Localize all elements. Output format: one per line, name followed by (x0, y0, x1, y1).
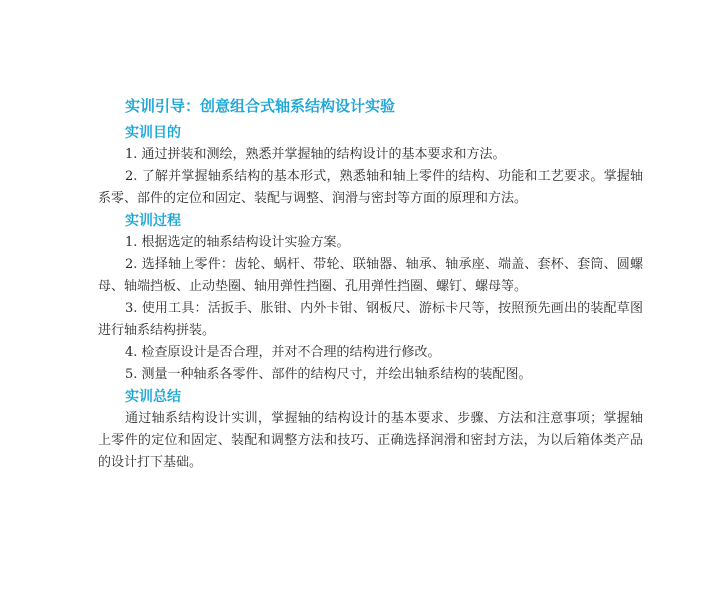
document-page (98, 96, 643, 474)
paragraph: 1. 通过拼装和测绘，熟悉并掌握轴的结构设计的基本要求和方法。 (125, 147, 506, 162)
document-title: 实训引导：创意组合式轴系结构设计实验 (125, 97, 396, 115)
paragraph: 4. 检查原设计是否合理，并对不合理的结构进行修改。 (125, 345, 441, 360)
paragraph: 5. 测量一种轴系各零件、部件的结构尺寸，并绘出轴系结构的装配图。 (125, 367, 532, 382)
paragraph: 2. 选择轴上零件：齿轮、蜗杆、带轮、联轴器、轴承、轴承座、端盖、套杯、套筒、圆螺母、轴端挡板、止动垫圈、轴用弹性挡圈、孔用弹性挡圈、螺钉、螺母等。 (98, 257, 643, 294)
section-summary (98, 386, 643, 474)
section-heading-summary: 实训总结 (125, 389, 181, 405)
paragraph: 3. 使用工具：活扳手、胀钳、内外卡钳、钢板尺、游标卡尺等，按照预先画出的装配草图进行轴系结构拼装。 (98, 301, 643, 338)
paragraph: 2. 了解并掌握轴系结构的基本形式，熟悉轴和轴上零件的结构、功能和工艺要求。掌握轴系零、部件的定位和固定、装配与调整、润滑与密封等方面的原理和方法。 (98, 169, 643, 206)
section-process (98, 210, 643, 386)
section-heading-process: 实训过程 (125, 213, 181, 229)
paragraph: 通过轴系结构设计实训，掌握轴的结构设计的基本要求、步骤、方法和注意事项；掌握轴上零件的定位和固定、装配和调整方法和技巧、正确选择润滑和密封方法，为以后箱体类产品的设计打下基础。 (98, 411, 643, 470)
paragraph: 1. 根据选定的轴系结构设计实验方案。 (125, 235, 350, 250)
section-heading-purpose: 实训目的 (125, 125, 181, 141)
section-purpose (98, 122, 643, 210)
